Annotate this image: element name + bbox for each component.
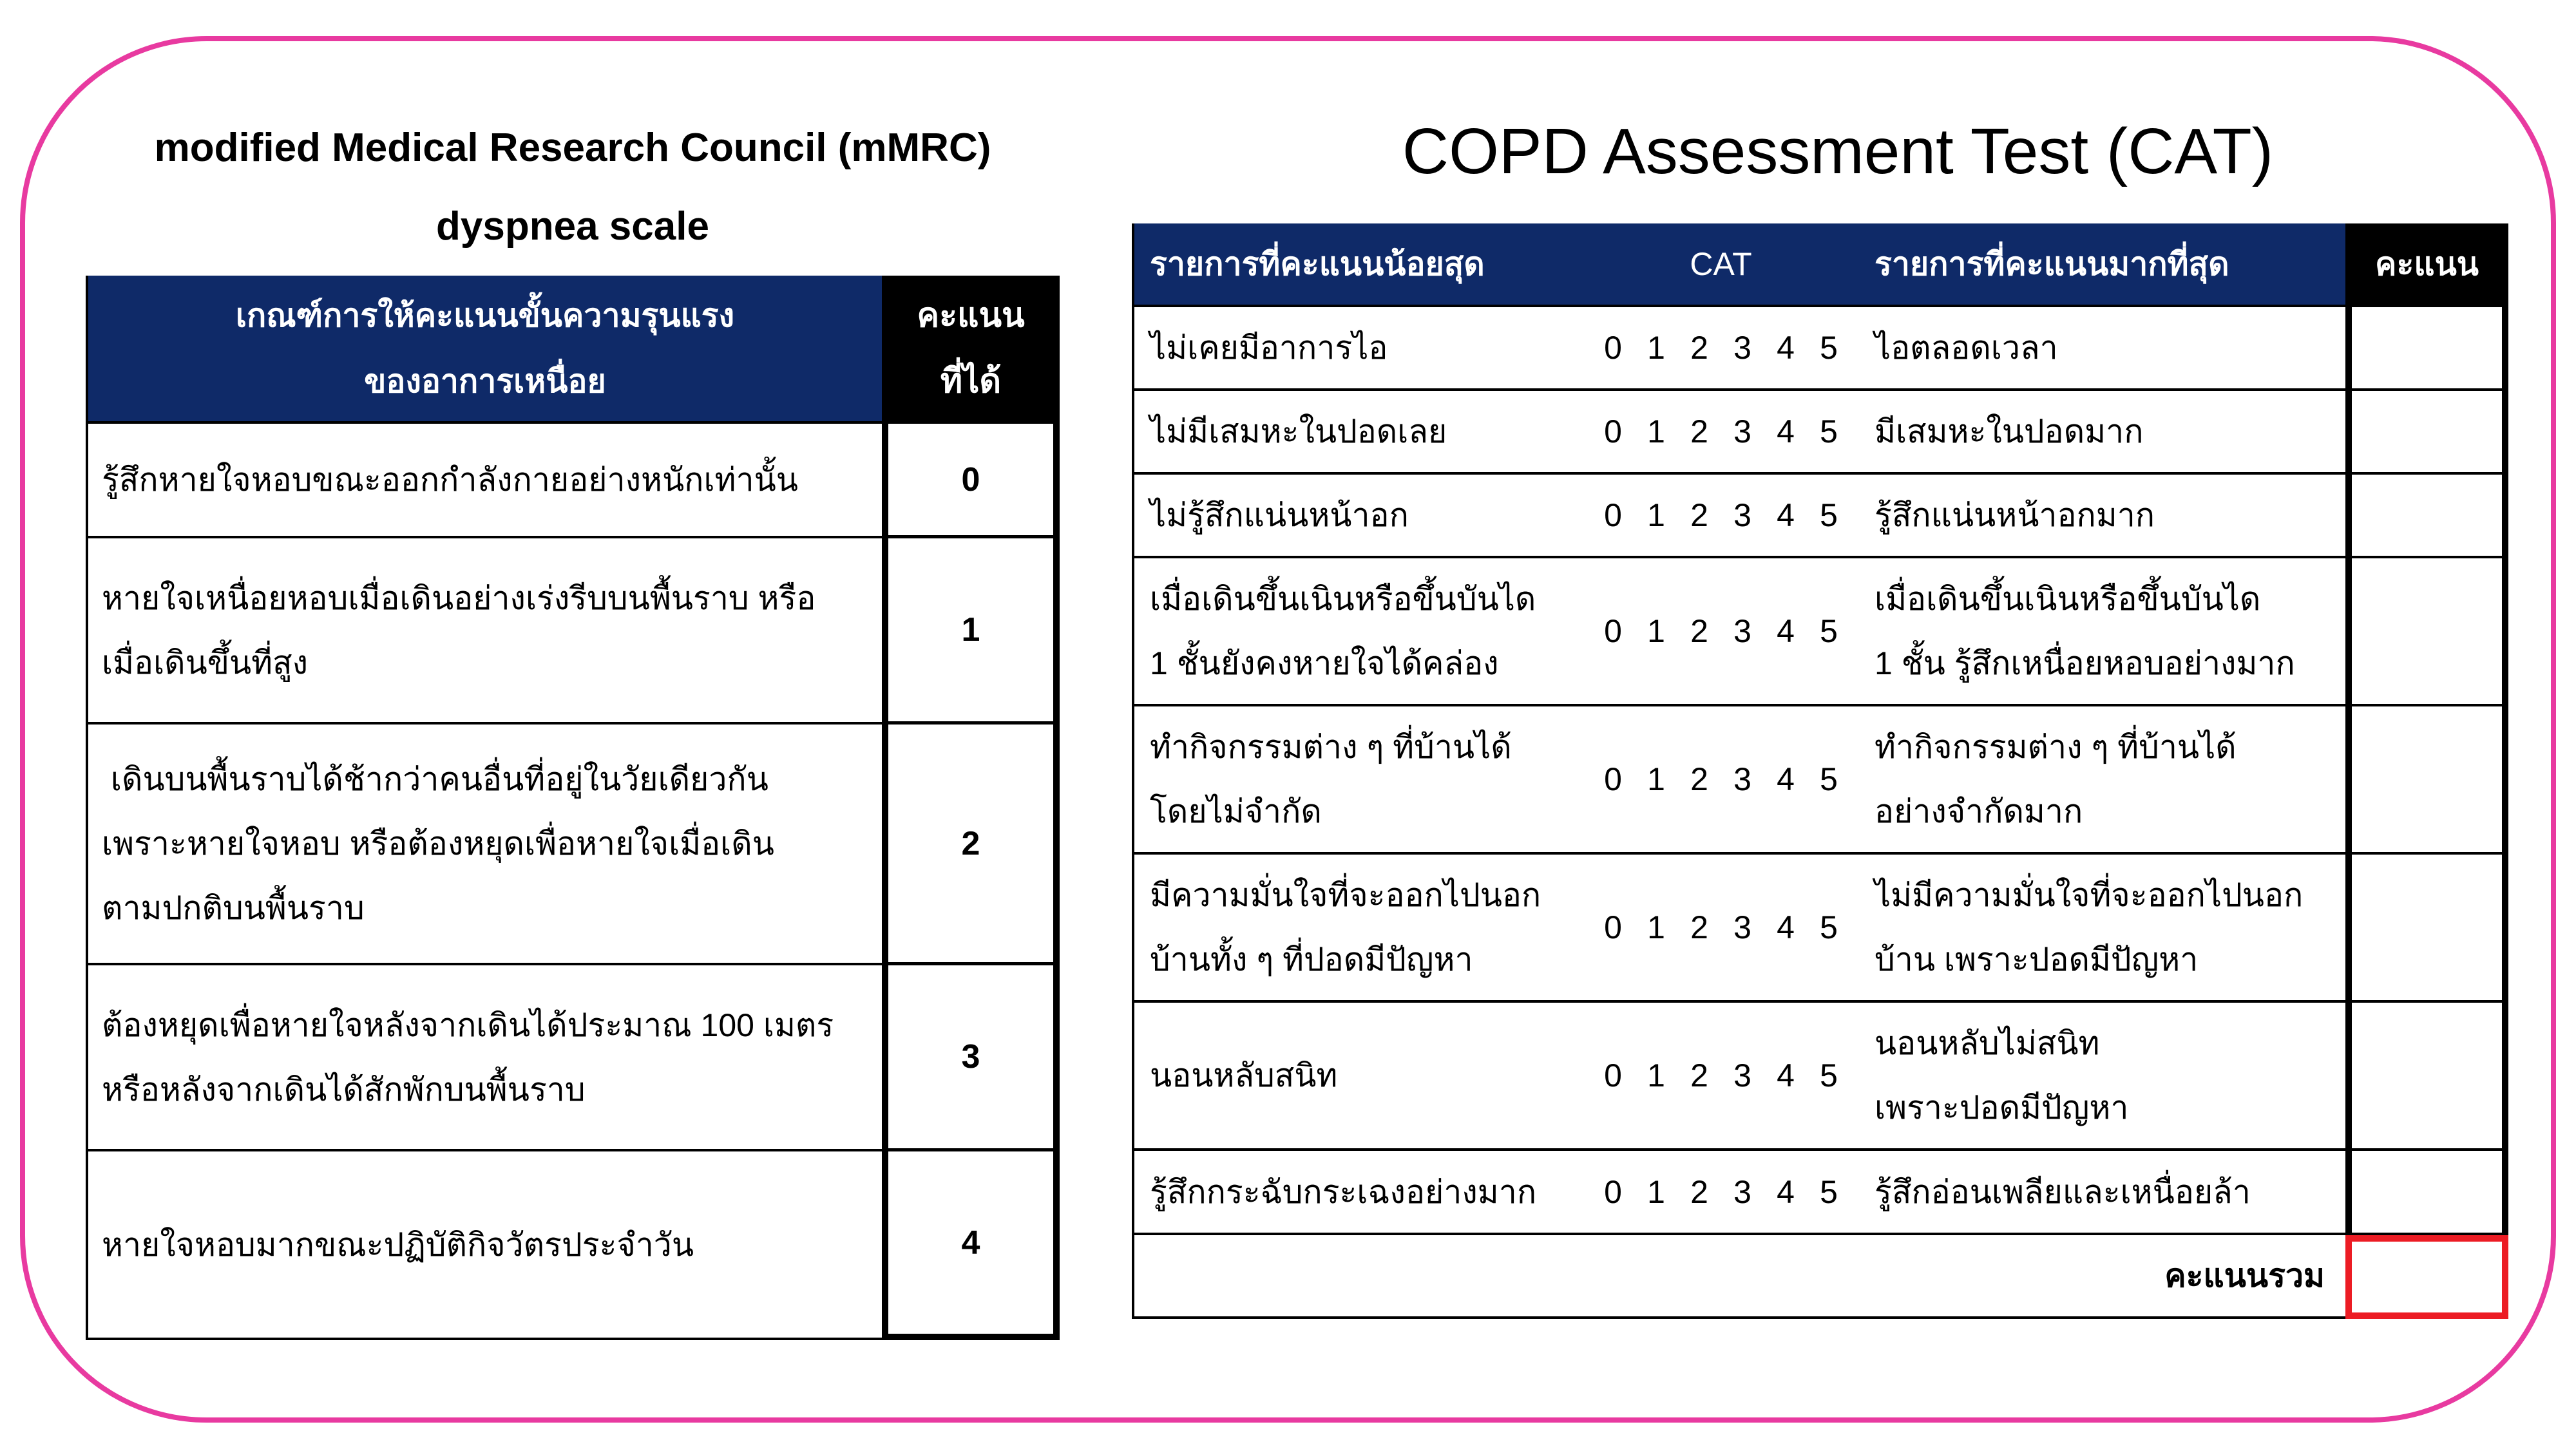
cat-scale-number: 1 <box>1647 613 1665 649</box>
cat-most-line: ทำกิจกรรมต่าง ๆ ที่บ้านได้ <box>1875 729 2237 765</box>
cat-scale-number: 4 <box>1777 613 1795 649</box>
mmrc-title-line: modified Medical Research Council (mMRC) <box>154 126 991 170</box>
cat-score-cell <box>2345 391 2508 475</box>
cat-scale-number: 0 <box>1604 909 1622 945</box>
cat-least-line: 1 ชั้นยังคงหายใจได้คล่อง <box>1150 645 1499 681</box>
cat-row <box>1132 706 2508 855</box>
cat-scale-number: 2 <box>1690 497 1708 533</box>
cat-most-line: 1 ชั้น รู้สึกเหนื่อยหอบอย่างมาก <box>1875 645 2295 681</box>
mmrc-criteria-line: หายใจหอบมากขณะปฏิบัติกิจวัตรประจำวัน <box>102 1226 694 1263</box>
cat-scale-number: 0 <box>1604 1173 1622 1210</box>
cat-scale-number: 5 <box>1820 413 1838 450</box>
cat-least-line: บ้านทั้ง ๆ ที่ปอดมีปัญหา <box>1150 942 1473 978</box>
cat-least-cell <box>1132 1003 1585 1151</box>
cat-most-cell <box>1856 475 2345 558</box>
cat-least-line: รู้สึกกระฉับกระเฉงอย่างมาก <box>1150 1173 1537 1210</box>
cat-scale-number: 2 <box>1690 613 1708 649</box>
cat-score-cell <box>2345 558 2508 706</box>
cat-scale-cell <box>1585 1151 1856 1235</box>
cat-score-cell <box>2345 706 2508 855</box>
mmrc-criteria-cell <box>86 538 882 724</box>
cat-scale-number: 4 <box>1777 1173 1795 1210</box>
cat-most-line: บ้าน เพราะปอดมีปัญหา <box>1875 942 2199 978</box>
cat-total-label: คะแนนรวม <box>1132 1235 2345 1319</box>
mmrc-table <box>86 276 1060 1340</box>
mmrc-row <box>86 1151 1060 1340</box>
cat-score-cell <box>2345 307 2508 391</box>
cat-header-row <box>1132 223 2508 307</box>
mmrc-score-cell: 1 <box>882 538 1060 724</box>
cat-least-line: ไม่เคยมีอาการไอ <box>1150 330 1388 366</box>
cat-least-cell <box>1132 706 1585 855</box>
cat-least-cell <box>1132 307 1585 391</box>
mmrc-score-cell: 0 <box>882 424 1060 538</box>
cat-most-line: เมื่อเดินขึ้นเนินหรือขึ้นบันได <box>1875 581 2261 617</box>
cat-scale-number: 2 <box>1690 761 1708 797</box>
cat-scale-number: 3 <box>1733 761 1751 797</box>
cat-scale-cell <box>1585 307 1856 391</box>
cat-least-cell <box>1132 475 1585 558</box>
cat-least-cell <box>1132 558 1585 706</box>
cat-scale-number: 4 <box>1777 330 1795 366</box>
mmrc-criteria-line: หายใจเหนื่อยหอบเมื่อเดินอย่างเร่งรีบบนพื้นราบ หรือ <box>102 580 816 616</box>
cat-scale-number: 5 <box>1820 909 1838 945</box>
cat-scale-number: 1 <box>1647 413 1665 450</box>
cat-scale-cell <box>1585 558 1856 706</box>
cat-scale-number: 0 <box>1604 613 1622 649</box>
cat-most-line: เพราะปอดมีปัญหา <box>1875 1090 2129 1126</box>
cat-score-cell <box>2345 1003 2508 1151</box>
mmrc-criteria-line: รู้สึกหายใจหอบขณะออกกำลังกายอย่างหนักเท่านั้น <box>102 462 798 498</box>
cat-scale-number: 4 <box>1777 413 1795 450</box>
cat-scale-number: 0 <box>1604 761 1622 797</box>
cat-row <box>1132 475 2508 558</box>
mmrc-row <box>86 965 1060 1151</box>
mmrc-header-criteria-line: ของอาการเหนื่อย <box>364 363 606 399</box>
mmrc-header-score-line: คะแนน <box>917 296 1025 334</box>
cat-score-cell <box>2345 1151 2508 1235</box>
cat-scale-cell <box>1585 475 1856 558</box>
cat-most-line: ไอตลอดเวลา <box>1875 330 2058 366</box>
cat-total-row <box>1132 1235 2508 1319</box>
cat-scale-number: 5 <box>1820 613 1838 649</box>
cat-least-cell <box>1132 855 1585 1003</box>
cat-least-line: โดยไม่จำกัด <box>1150 793 1322 829</box>
cat-most-cell <box>1856 307 2345 391</box>
cat-header-scale: CAT <box>1585 223 1856 307</box>
cat-scale-number: 3 <box>1733 1173 1751 1210</box>
cat-most-cell <box>1856 1151 2345 1235</box>
cat-header-least: รายการที่คะแนนน้อยสุด <box>1132 223 1585 307</box>
cat-scale-number: 5 <box>1820 1173 1838 1210</box>
cat-scale-number: 2 <box>1690 1057 1708 1094</box>
cat-row <box>1132 855 2508 1003</box>
cat-scale-number: 3 <box>1733 497 1751 533</box>
cat-scale-number: 5 <box>1820 497 1838 533</box>
mmrc-criteria-line: เดินบนพื้นราบได้ช้ากว่าคนอื่นที่อยู่ในวัยเดียวกัน <box>102 761 768 797</box>
cat-scale-number: 0 <box>1604 1057 1622 1094</box>
mmrc-row <box>86 538 1060 724</box>
cat-most-line: รู้สึกแน่นหน้าอกมาก <box>1875 497 2155 533</box>
cat-most-cell <box>1856 1003 2345 1151</box>
cat-scale-number: 0 <box>1604 413 1622 450</box>
cat-scale-number: 5 <box>1820 761 1838 797</box>
cat-scale-number: 3 <box>1733 613 1751 649</box>
cat-scale-number: 1 <box>1647 1057 1665 1094</box>
mmrc-row <box>86 424 1060 538</box>
cat-scale-number: 0 <box>1604 330 1622 366</box>
cat-header-most: รายการที่คะแนนมากที่สุด <box>1856 223 2345 307</box>
cat-scale-number: 3 <box>1733 909 1751 945</box>
cat-scale-number: 2 <box>1690 330 1708 366</box>
cat-most-cell <box>1856 706 2345 855</box>
cat-scale-number: 2 <box>1690 1173 1708 1210</box>
cat-scale-number: 4 <box>1777 761 1795 797</box>
cat-row <box>1132 1151 2508 1235</box>
cat-scale-number: 5 <box>1820 330 1838 366</box>
cat-total-score-box <box>2345 1235 2508 1319</box>
mmrc-title-line: dyspnea scale <box>436 204 709 249</box>
cat-scale-number: 2 <box>1690 909 1708 945</box>
cat-most-line: ไม่มีความมั่นใจที่จะออกไปนอก <box>1875 877 2304 913</box>
mmrc-title <box>86 109 1060 266</box>
cat-most-cell <box>1856 391 2345 475</box>
cat-scale-cell <box>1585 706 1856 855</box>
cat-least-line: ไม่มีเสมหะในปอดเลย <box>1150 413 1447 450</box>
mmrc-score-cell: 2 <box>882 724 1060 965</box>
cat-scale-number: 4 <box>1777 1057 1795 1094</box>
cat-row <box>1132 307 2508 391</box>
cat-row <box>1132 1003 2508 1151</box>
cat-most-line: อย่างจำกัดมาก <box>1875 793 2083 829</box>
cat-scale-number: 1 <box>1647 761 1665 797</box>
cat-scale-cell <box>1585 855 1856 1003</box>
cat-scale-cell <box>1585 391 1856 475</box>
mmrc-criteria-cell <box>86 424 882 538</box>
mmrc-header-score-line: ที่ได้ <box>940 362 1002 400</box>
cat-least-line: ไม่รู้สึกแน่นหน้าอก <box>1150 497 1409 533</box>
mmrc-header-row <box>86 276 1060 424</box>
mmrc-criteria-cell <box>86 724 882 965</box>
cat-least-line: ทำกิจกรรมต่าง ๆ ที่บ้านได้ <box>1150 729 1512 765</box>
cat-least-cell <box>1132 1151 1585 1235</box>
mmrc-header-criteria-line: เกณฑ์การให้คะแนนขั้นความรุนแรง <box>235 298 735 334</box>
cat-scale-number: 5 <box>1820 1057 1838 1094</box>
cat-score-cell <box>2345 855 2508 1003</box>
cat-least-cell <box>1132 391 1585 475</box>
cat-scale-cell <box>1585 1003 1856 1151</box>
cat-row <box>1132 558 2508 706</box>
cat-table <box>1132 223 2508 1319</box>
cat-most-cell <box>1856 855 2345 1003</box>
mmrc-criteria-line: เพราะหายใจหอบ หรือต้องหยุดเพื่อหายใจเมื่อเดิน <box>102 826 774 862</box>
mmrc-criteria-cell <box>86 1151 882 1340</box>
cat-scale-number: 1 <box>1647 330 1665 366</box>
cat-least-line: นอนหลับสนิท <box>1150 1057 1338 1094</box>
cat-most-cell <box>1856 558 2345 706</box>
cat-most-line: รู้สึกอ่อนเพลียและเหนื่อยล้า <box>1875 1173 2251 1210</box>
cat-row <box>1132 391 2508 475</box>
mmrc-criteria-line: เมื่อเดินขึ้นที่สูง <box>102 644 309 681</box>
mmrc-criteria-line: ต้องหยุดเพื่อหายใจหลังจากเดินได้ประมาณ 100 เมตร <box>102 1007 834 1043</box>
cat-scale-number: 3 <box>1733 330 1751 366</box>
cat-scale-number: 1 <box>1647 497 1665 533</box>
cat-scale-number: 2 <box>1690 413 1708 450</box>
cat-most-line: มีเสมหะในปอดมาก <box>1875 413 2144 450</box>
mmrc-criteria-cell <box>86 965 882 1151</box>
mmrc-score-cell: 4 <box>882 1151 1060 1340</box>
cat-scale-number: 0 <box>1604 497 1622 533</box>
mmrc-criteria-line: ตามปกติบนพื้นราบ <box>102 890 365 926</box>
cat-scale-number: 4 <box>1777 497 1795 533</box>
cat-scale-number: 1 <box>1647 1173 1665 1210</box>
cat-scale-number: 1 <box>1647 909 1665 945</box>
mmrc-header-score <box>882 276 1060 424</box>
cat-scale-number: 3 <box>1733 1057 1751 1094</box>
cat-least-line: มีความมั่นใจที่จะออกไปนอก <box>1150 877 1541 913</box>
mmrc-header-criteria <box>86 276 882 424</box>
mmrc-score-cell: 3 <box>882 965 1060 1151</box>
cat-title: COPD Assessment Test (CAT) <box>1402 115 2274 187</box>
cat-most-line: นอนหลับไม่สนิท <box>1875 1025 2100 1061</box>
cat-score-cell <box>2345 475 2508 558</box>
cat-scale-number: 4 <box>1777 909 1795 945</box>
cat-header-score: คะแนน <box>2345 223 2508 307</box>
mmrc-criteria-line: หรือหลังจากเดินได้สักพักบนพื้นราบ <box>102 1071 586 1108</box>
mmrc-row <box>86 724 1060 965</box>
cat-scale-number: 3 <box>1733 413 1751 450</box>
cat-least-line: เมื่อเดินขึ้นเนินหรือขึ้นบันได <box>1150 581 1536 617</box>
